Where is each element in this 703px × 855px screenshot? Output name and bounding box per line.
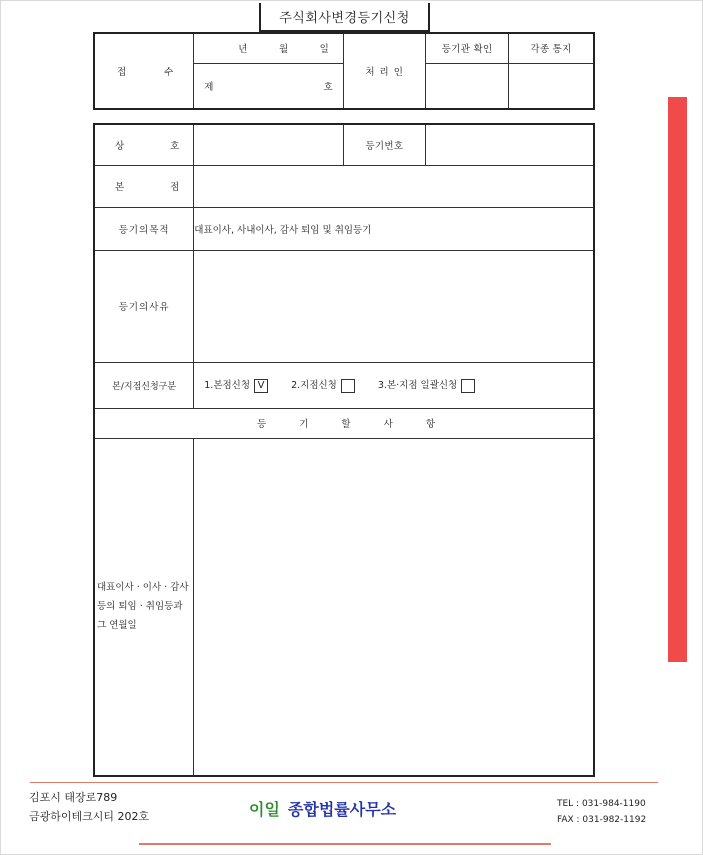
option-branch[interactable]: 2.지점신청 [291, 377, 355, 393]
reg-number-label: 등기번호 [343, 124, 426, 165]
reception-label-right: 수 [164, 67, 174, 78]
head-office-label: 본 점 [94, 165, 194, 207]
company-name-label: 상 호 [94, 124, 194, 165]
receipt-no-right: 호 [323, 81, 333, 93]
reception-table [93, 32, 595, 110]
type-label: 본/지점신청구분 [94, 362, 194, 408]
reception-label-cell [94, 33, 194, 109]
handler-label: 처 리 인 [343, 33, 426, 109]
application-table [93, 123, 595, 777]
matters-value[interactable] [194, 438, 594, 776]
registrar-confirm-value[interactable] [426, 63, 509, 109]
checkbox-both[interactable] [461, 379, 475, 393]
type-options [194, 362, 594, 408]
date-cell[interactable] [194, 33, 344, 63]
company-name-value[interactable] [194, 124, 343, 165]
purpose-label: 등기의목적 [94, 207, 194, 250]
footer-divider-bottom [139, 843, 551, 845]
registrar-confirm-label: 등기관 확인 [426, 33, 509, 63]
checkbox-head-office[interactable]: V [254, 379, 268, 393]
footer-contact [557, 796, 646, 828]
reg-number-value[interactable] [426, 124, 594, 165]
fax-number: FAX : 031-982-1192 [557, 815, 647, 825]
address-line-2: 금광하이테크시티 202호 [29, 810, 150, 823]
head-office-value[interactable] [194, 165, 594, 207]
matters-label: 대표이사 · 이사 · 감사 등의 퇴임 · 취임등과 그 연월일 [94, 438, 194, 776]
date-month: 월 [278, 44, 289, 56]
checkbox-branch[interactable] [341, 379, 355, 393]
notices-label: 각종 통지 [508, 33, 594, 63]
red-side-bar [668, 97, 687, 662]
purpose-value[interactable]: 대표이사, 사내이사, 감사 퇴임 및 취임등기 [194, 207, 594, 250]
reception-label-left: 접 [117, 67, 127, 78]
matters-header: 등 기 할 사 항 [94, 408, 594, 438]
tel-number: TEL : 031-984-1190 [557, 799, 646, 809]
date-year: 년 [238, 44, 248, 56]
logo-name: 이일 [249, 800, 280, 819]
date-day: 일 [319, 44, 329, 56]
reason-value[interactable] [194, 250, 594, 362]
notices-value[interactable] [508, 63, 594, 109]
reason-label: 등기의사유 [94, 250, 194, 362]
address-line-1: 김포시 태장로789 [29, 791, 118, 804]
form-title: 주식회사변경등기신청 [259, 3, 430, 32]
law-office-logo [249, 797, 396, 820]
footer-divider-top [30, 782, 658, 783]
option-head-office[interactable]: 1.본점신청 V [204, 377, 268, 393]
logo-office: 종합법률사무소 [287, 800, 397, 819]
receipt-number-cell[interactable] [194, 63, 344, 109]
footer-address [29, 788, 149, 826]
option-both[interactable]: 3.본·지점 일괄신청 [378, 377, 475, 393]
receipt-no-left: 제 [204, 81, 214, 93]
